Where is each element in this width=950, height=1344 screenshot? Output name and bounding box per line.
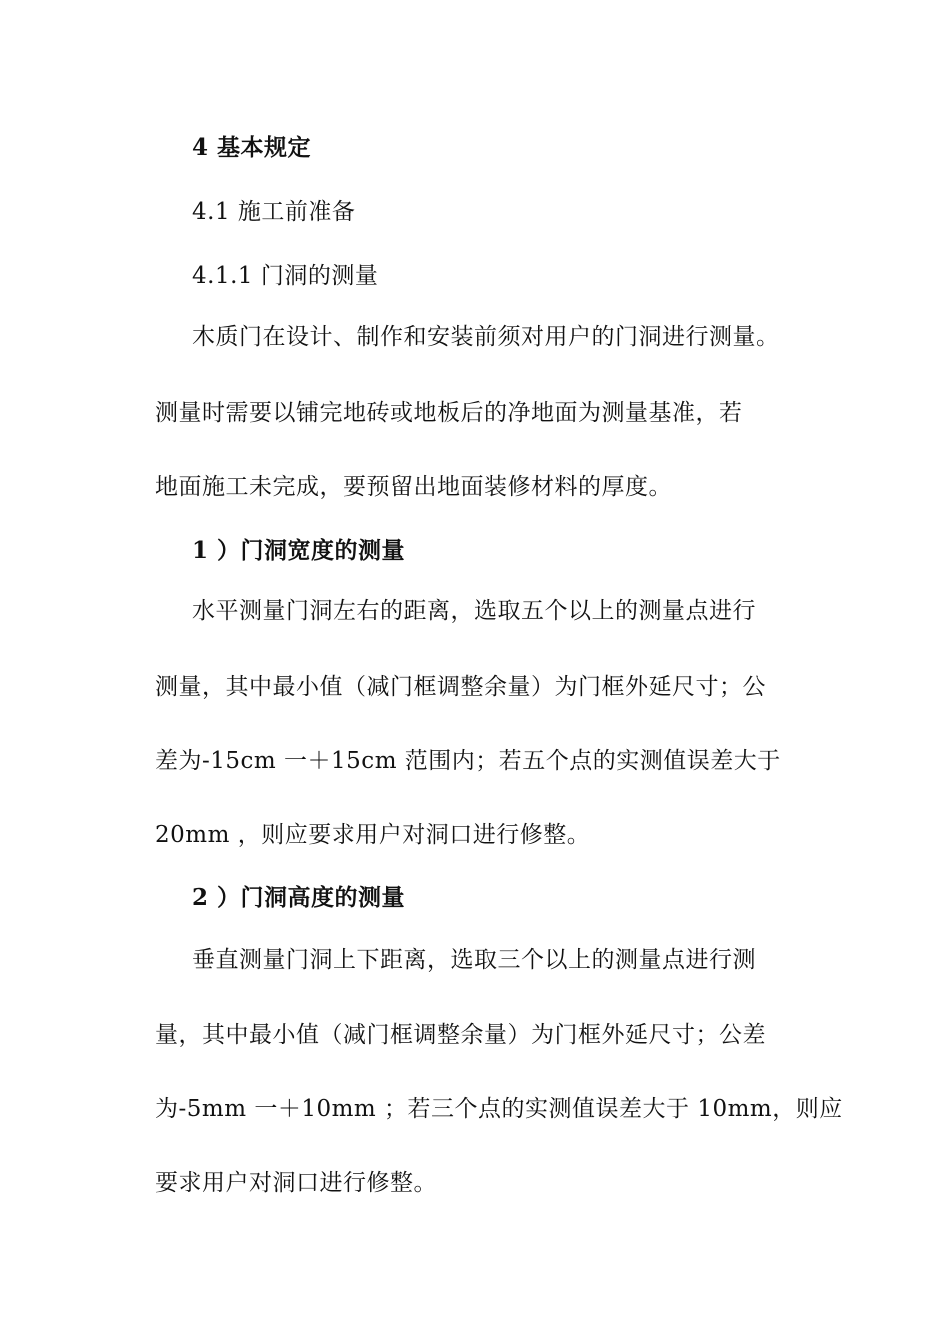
width-line-2: 测量，其中最小值（减门框调整余量）为门框外延尺寸；公 xyxy=(155,674,766,700)
height-line-2: 量，其中最小值（减门框调整余量）为门框外延尺寸；公差 xyxy=(155,1022,766,1048)
width-line-3: 差为-15cm 一＋15cm 范围内；若五个点的实测值误差大于 xyxy=(155,748,781,774)
subsection-heading: 4.1 施工前准备 xyxy=(192,199,356,225)
width-measurement-title: 1 ）门洞宽度的测量 xyxy=(192,537,406,564)
height-line-4: 要求用户对洞口进行修整。 xyxy=(155,1170,437,1196)
width-line-1: 水平测量门洞左右的距离，选取五个以上的测量点进行 xyxy=(192,598,756,624)
subsubsection-heading: 4.1.1 门洞的测量 xyxy=(192,263,379,289)
height-line-3: 为-5mm 一＋10mm ；若三个点的实测值误差大于 10mm，则应 xyxy=(155,1096,843,1122)
intro-line-1: 木质门在设计、制作和安装前须对用户的门洞进行测量。 xyxy=(192,324,780,350)
height-measurement-title: 2 ）门洞高度的测量 xyxy=(192,884,406,911)
intro-line-3: 地面施工未完成，要预留出地面装修材料的厚度。 xyxy=(155,474,672,500)
intro-line-2: 测量时需要以铺完地砖或地板后的净地面为测量基准，若 xyxy=(155,400,743,426)
width-line-4: 20mm ，则应要求用户对洞口进行修整。 xyxy=(155,822,591,848)
section-heading: 4 基本规定 xyxy=(192,134,312,161)
height-line-1: 垂直测量门洞上下距离，选取三个以上的测量点进行测 xyxy=(192,947,756,973)
